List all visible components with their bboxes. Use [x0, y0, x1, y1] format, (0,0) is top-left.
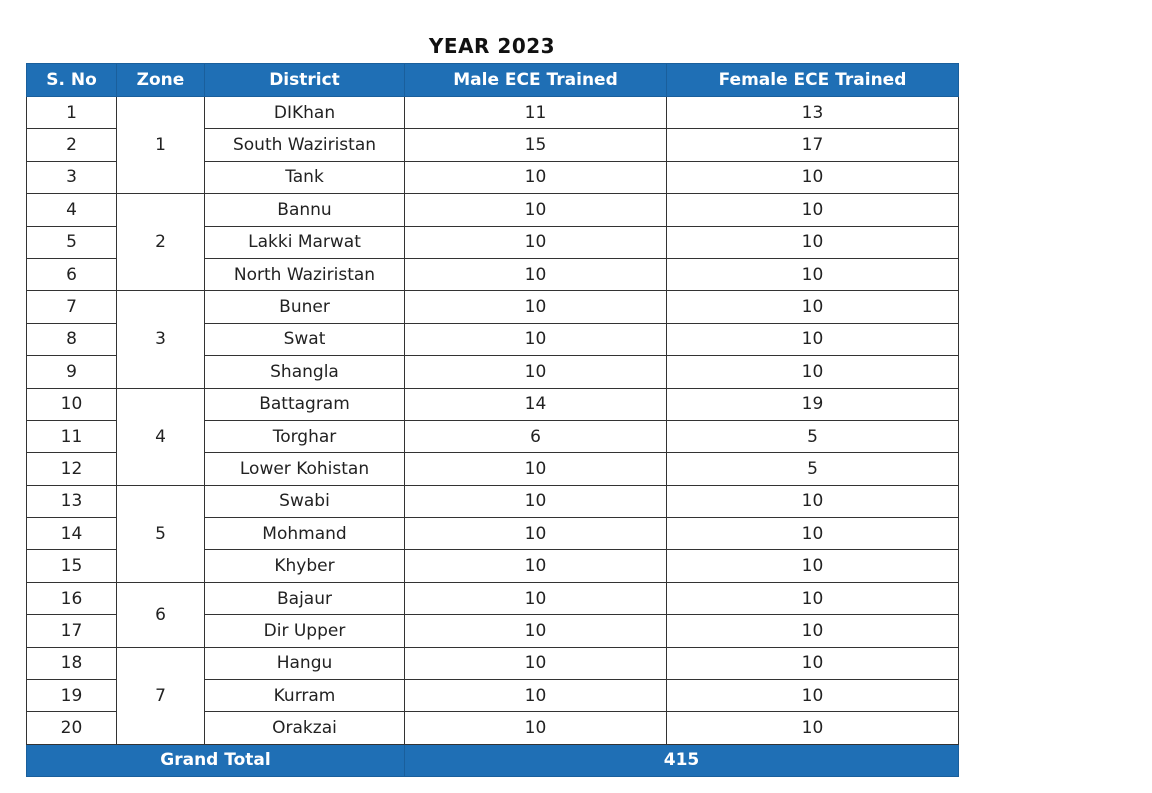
district-cell: Swat: [205, 323, 405, 355]
district-cell: Bannu: [205, 194, 405, 226]
district-cell: North Waziristan: [205, 258, 405, 290]
district-cell: South Waziristan: [205, 129, 405, 161]
sno-cell: 6: [27, 258, 117, 290]
sno-cell: 2: [27, 129, 117, 161]
table-title: YEAR 2023: [428, 34, 556, 58]
header-female: Female ECE Trained: [667, 64, 959, 97]
table-row: [27, 582, 959, 614]
sno-cell: 11: [27, 420, 117, 452]
zone-cell: 2: [117, 194, 205, 291]
female-cell: 10: [667, 356, 959, 388]
female-cell: 10: [667, 680, 959, 712]
district-cell: Dir Upper: [205, 615, 405, 647]
male-cell: 10: [405, 453, 667, 485]
district-cell: Bajaur: [205, 582, 405, 614]
district-cell: Lakki Marwat: [205, 226, 405, 258]
female-cell: 10: [667, 323, 959, 355]
female-cell: 10: [667, 518, 959, 550]
male-cell: 6: [405, 420, 667, 452]
male-cell: 10: [405, 291, 667, 323]
sno-cell: 7: [27, 291, 117, 323]
male-cell: 10: [405, 323, 667, 355]
district-cell: Khyber: [205, 550, 405, 582]
table-row: [27, 97, 959, 129]
sno-cell: 18: [27, 647, 117, 679]
table-row: [27, 291, 959, 323]
female-cell: 10: [667, 226, 959, 258]
female-cell: 10: [667, 647, 959, 679]
female-cell: 5: [667, 420, 959, 452]
female-cell: 10: [667, 194, 959, 226]
male-cell: 10: [405, 226, 667, 258]
sno-cell: 4: [27, 194, 117, 226]
male-cell: 10: [405, 712, 667, 744]
district-cell: Shangla: [205, 356, 405, 388]
female-cell: 10: [667, 291, 959, 323]
female-cell: 17: [667, 129, 959, 161]
male-cell: 10: [405, 258, 667, 290]
training-table: [26, 63, 959, 777]
male-cell: 14: [405, 388, 667, 420]
header-zone: Zone: [117, 64, 205, 97]
grand-total-row: [27, 744, 959, 776]
district-cell: Orakzai: [205, 712, 405, 744]
female-cell: 10: [667, 161, 959, 193]
sno-cell: 19: [27, 680, 117, 712]
sno-cell: 1: [27, 97, 117, 129]
female-cell: 5: [667, 453, 959, 485]
sno-cell: 12: [27, 453, 117, 485]
district-cell: Hangu: [205, 647, 405, 679]
grand-total-value: 415: [405, 744, 959, 776]
zone-cell: 3: [117, 291, 205, 388]
header-male: Male ECE Trained: [405, 64, 667, 97]
female-cell: 10: [667, 712, 959, 744]
zone-cell: 7: [117, 647, 205, 744]
sno-cell: 5: [27, 226, 117, 258]
sno-cell: 16: [27, 582, 117, 614]
table-row: [27, 485, 959, 517]
district-cell: Swabi: [205, 485, 405, 517]
table-row: [27, 388, 959, 420]
female-cell: 19: [667, 388, 959, 420]
male-cell: 10: [405, 518, 667, 550]
male-cell: 10: [405, 161, 667, 193]
male-cell: 10: [405, 356, 667, 388]
male-cell: 10: [405, 194, 667, 226]
district-cell: Mohmand: [205, 518, 405, 550]
zone-cell: 4: [117, 388, 205, 485]
table-row: [27, 647, 959, 679]
female-cell: 10: [667, 258, 959, 290]
male-cell: 10: [405, 680, 667, 712]
district-cell: DIKhan: [205, 97, 405, 129]
district-cell: Torghar: [205, 420, 405, 452]
male-cell: 10: [405, 550, 667, 582]
header-sno: S. No: [27, 64, 117, 97]
sno-cell: 8: [27, 323, 117, 355]
zone-cell: 6: [117, 582, 205, 647]
sno-cell: 3: [27, 161, 117, 193]
male-cell: 11: [405, 97, 667, 129]
sno-cell: 14: [27, 518, 117, 550]
male-cell: 10: [405, 615, 667, 647]
female-cell: 10: [667, 615, 959, 647]
zone-cell: 5: [117, 485, 205, 582]
sno-cell: 17: [27, 615, 117, 647]
district-cell: Lower Kohistan: [205, 453, 405, 485]
male-cell: 10: [405, 485, 667, 517]
grand-total-label: Grand Total: [27, 744, 405, 776]
header-row: [27, 64, 959, 97]
district-cell: Buner: [205, 291, 405, 323]
table-row: [27, 194, 959, 226]
male-cell: 10: [405, 582, 667, 614]
sno-cell: 15: [27, 550, 117, 582]
sno-cell: 13: [27, 485, 117, 517]
header-district: District: [205, 64, 405, 97]
district-cell: Battagram: [205, 388, 405, 420]
male-cell: 10: [405, 647, 667, 679]
sno-cell: 20: [27, 712, 117, 744]
table-body: [27, 97, 959, 745]
district-cell: Kurram: [205, 680, 405, 712]
district-cell: Tank: [205, 161, 405, 193]
female-cell: 13: [667, 97, 959, 129]
zone-cell: 1: [117, 97, 205, 194]
female-cell: 10: [667, 550, 959, 582]
sno-cell: 10: [27, 388, 117, 420]
female-cell: 10: [667, 485, 959, 517]
female-cell: 10: [667, 582, 959, 614]
male-cell: 15: [405, 129, 667, 161]
sno-cell: 9: [27, 356, 117, 388]
